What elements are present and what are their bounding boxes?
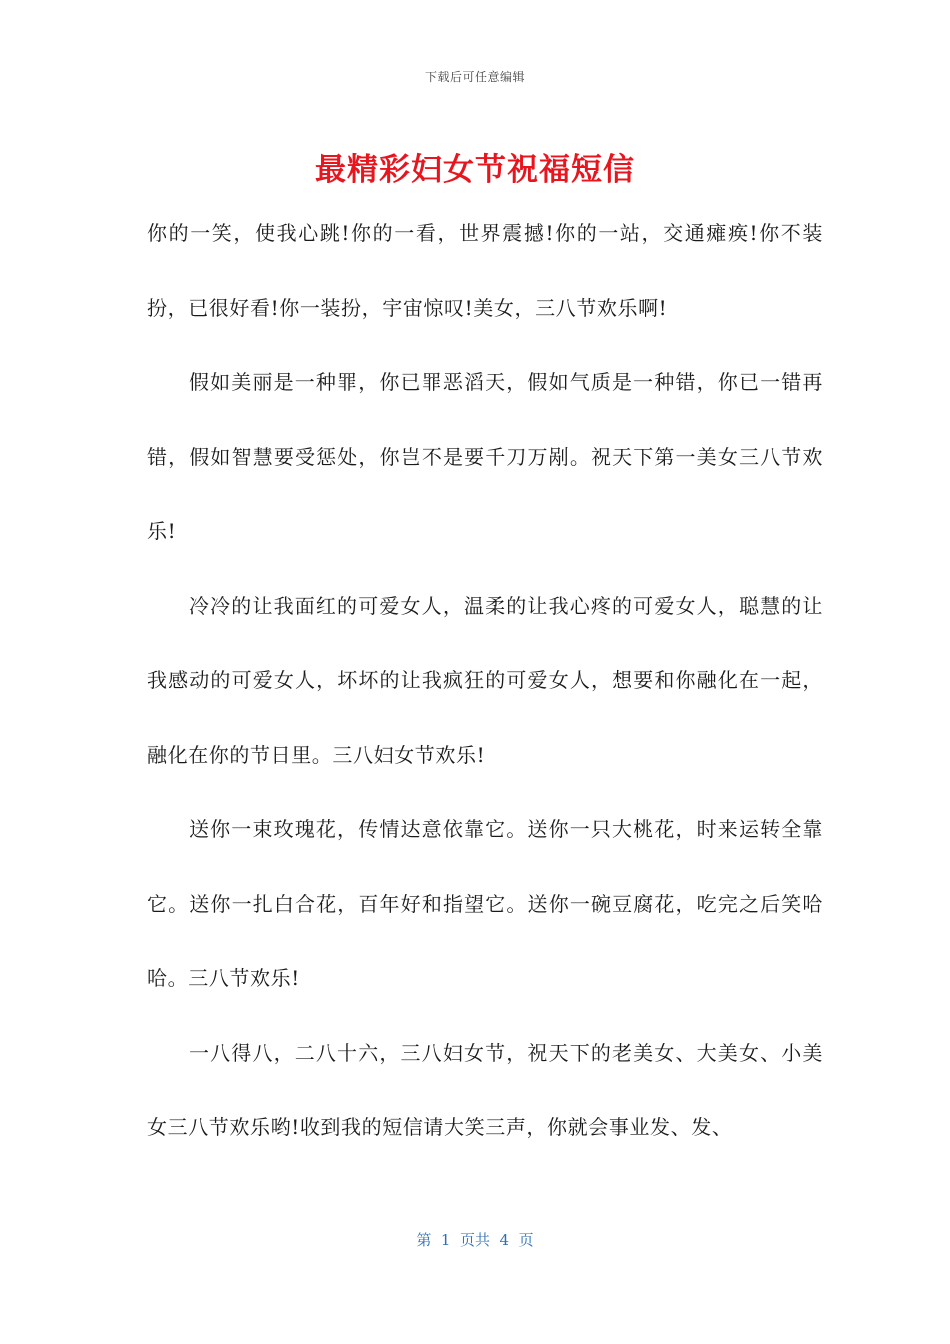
header-note: 下载后可任意编辑 — [424, 70, 525, 84]
paragraph-5: 一八得八，二八十六，三八妇女节，祝天下的老美女、大美女、小美女三八节欢乐哟!收到我的短信请大笑三声，你就会事业发、发、 — [147, 1040, 823, 1139]
paragraph-3: 冷冷的让我面红的可爱女人，温柔的让我心疼的可爱女人，聪慧的让我感动的可爱女人，坏坏的让我疯狂的可爱女人，想要和你融化在一起，融化在你的节日里。三八妇女节欢乐! — [147, 593, 823, 767]
paragraph-1: 你的一笑，使我心跳!你的一看，世界震撼!你的一站，交通瘫痪!你不装扮，已很好看!你一装扮，宇宙惊叹!美女，三八节欢乐啊! — [147, 221, 823, 320]
document-body — [147, 196, 823, 1165]
page-number-footer: 第 1 页共 4 页 — [416, 1231, 534, 1249]
paragraph-4: 送你一束玫瑰花，传情达意依靠它。送你一只大桃花，时来运转全靠它。送你一扎白合花，百年好和指望它。送你一碗豆腐花，吃完之后笑哈哈。三八节欢乐! — [147, 817, 823, 990]
paragraph-2: 假如美丽是一种罪，你已罪恶滔天，假如气质是一种错，你已一错再错，假如智慧要受惩处，你岂不是要千刀万剐。祝天下第一美女三八节欢乐! — [147, 370, 823, 543]
document-title: 最精彩妇女节祝福短信 — [315, 152, 635, 188]
